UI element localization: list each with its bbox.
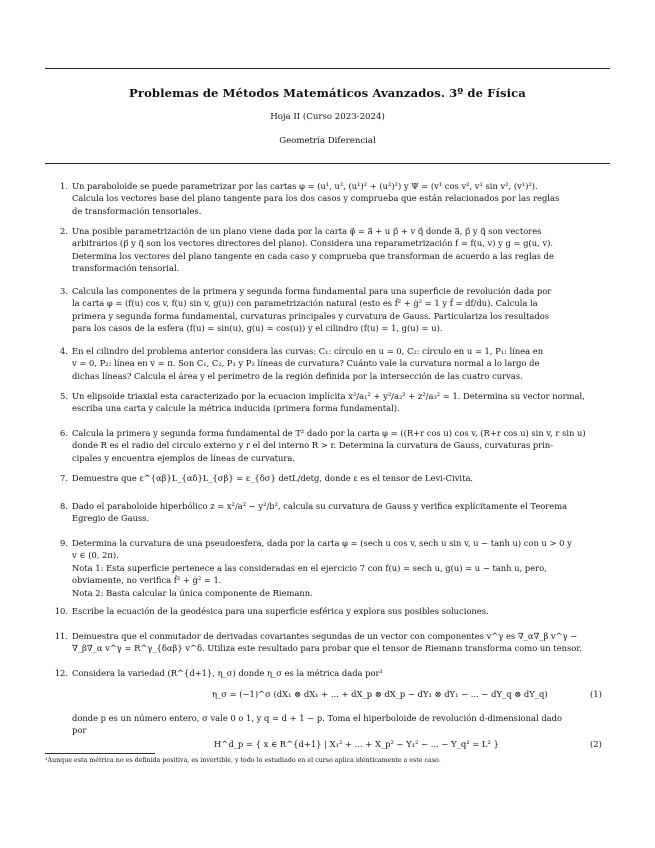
footnote: ¹Aunque esta métrica no es definida positiva, es invertible, y todo lo estudiado en el curso aplica idénticamente a este caso.: [45, 757, 441, 764]
problem-6: [60, 427, 608, 464]
problem-text-line: Demuestra que ε^{αβ}L_{αδ}L_{σβ} = ε_{δσ} detL/detg, donde ε es el tensor de Levi-Civita.: [72, 473, 474, 483]
problem-text-line: cipales y encuentra ejemplos de líneas de curvatura.: [72, 452, 296, 463]
problem-number: 1.: [60, 181, 68, 191]
problem-text-line: Determina los vectores del plano tangente en cada caso y comprueba que transforman de acuerdo a las reglas de: [72, 250, 554, 261]
problem-text-line: Egregio de Gauss.: [72, 513, 150, 524]
problem-3: [60, 285, 608, 335]
problem-number: 7.: [60, 473, 68, 483]
problem-number: 11.: [54, 631, 68, 641]
problem-text-line: Calcula la primera y segunda forma fundamental de T² dado por la carta φ = ((R+r cos u) cos v, (R+r cos u) sin v, r sin u): [72, 428, 586, 438]
footnote-rule: [45, 753, 155, 754]
problem-number: 12.: [54, 668, 68, 678]
problem-text-line: dichas líneas? Calcula el área y el perímetro de la región definida por la intersección de las cuatro curvas.: [72, 370, 523, 381]
problem-number: 3.: [60, 286, 68, 296]
equation-2: H^d_p = { x ∈ R^{d+1} | X₁² + ... + X_p² − Y₁² − ... − Y_q² = L² }: [214, 739, 499, 749]
problem-number: 9.: [60, 538, 68, 548]
problem-text-line: Considera la variedad (R^{d+1}, η_σ) donde η_σ es la métrica dada por¹: [72, 668, 383, 678]
problem-7: [60, 472, 608, 484]
problem-text-line: Dado el paraboloide hiperbólico z = x²/a² − y²/b², calcula su curvatura de Gauss y verifica explícitamente el Teorema: [72, 501, 568, 511]
problem-text-line: transformación tensorial.: [72, 263, 180, 274]
problem-2: [60, 225, 608, 275]
page-title: Problemas de Métodos Matemáticos Avanzados. 3º de Física: [129, 86, 526, 100]
problem-text-line: Nota 1: Esta superficie pertenece a las consideradas en el ejercicio 7 con f(u) = sech u, g(u) = u − tanh u, pero,: [72, 562, 547, 573]
problem-text-line: Calcula las componentes de la primera y segunda forma fundamental para una superficie de revolución dada por: [72, 286, 552, 296]
problem-text-line: escriba una carta y calcule la métrica inducida (primera forma fundamental).: [72, 403, 400, 414]
problem-text-line: arbitrarios (p⃗ y q⃗ son los vectores directores del plano). Considera una reparametrización f = f(u, v) y g = g(u, v).: [72, 238, 554, 249]
problem-text-line: Demuestra que el conmutador de derivadas covariantes segundas de un vector con componentes v^γ es ∇_α∇_β v^γ −: [72, 631, 578, 641]
problem-text-line: Escribe la ecuación de la geodésica para una superficie esférica y explora sus posibles soluciones.: [72, 606, 489, 616]
problem-11: [54, 630, 608, 655]
problem-text-line: Calcula los vectores base del plano tangente para los dos casos y comprueba que están relacionados por las reglas: [72, 193, 560, 204]
problem-9: [60, 537, 608, 599]
problem-text-line: Determina la curvatura de una pseudoesfera, dada por la carta φ = (sech u cos v, sech u sin v, u − tanh u) con u > 0 y: [72, 538, 572, 548]
problem-text-line: Una posible parametrización de un plano viene dada por la carta φ⃗ = a⃗ + u p⃗ + v q⃗ donde a⃗, p⃗ y q⃗ son vectores: [72, 226, 542, 236]
problem-text-line: v ∈ (0, 2π).: [72, 550, 119, 561]
problem-text-line: para los casos de la esfera (f(u) = sin(u), g(u) = cos(u)) y el cilindro (f(u) = 1, g(u) = u).: [72, 323, 443, 334]
header-bottom-rule: [45, 163, 610, 164]
problem-8: [60, 500, 608, 525]
problem-text-line: Un elipsoide triaxial esta caracterizado por la ecuacion implícita x²/a₁² + y²/a₂² + z²/a₃² = 1. Determina su vector normal,: [72, 391, 585, 401]
text-line: donde p es un número entero, σ vale 0 o 1, y q = d + 1 − p. Toma el hiperboloide de revolución d-dimensional dado: [72, 713, 562, 723]
topic-subtitle: Geometría Diferencial: [279, 136, 376, 146]
equation-1-number: (1): [590, 689, 602, 699]
problem-number: 2.: [60, 226, 68, 236]
problem-text-line: primera y segunda forma fundamental, curvaturas principales y curvatura de Gauss. Particulariza los resultados: [72, 310, 550, 321]
problem-number: 4.: [60, 346, 68, 356]
problem-text-line: Nota 2: Basta calcular la única componente de Riemann.: [72, 587, 313, 598]
problem-text-line: la carta φ = (f(u) cos v, f(u) sin v, g(u)) con parametrización natural (esto es ḟ² + ġ² = 1 y ḟ = df/du). Calcula la: [72, 298, 538, 309]
problem-text-line: Un paraboloide se puede parametrizar por las cartas φ = (u¹, u², (u¹)² + (u²)²) y Ψ = (v¹ cos v², v¹ sin v², (v¹)²).: [72, 181, 538, 191]
equation-1: η_σ = (−1)^σ (dX₁ ⊗ dX₁ + ... + dX_p ⊗ dX_p − dY₁ ⊗ dY₁ − ... − dY_q ⊗ dY_q): [212, 689, 548, 699]
problem-number: 6.: [60, 428, 68, 438]
problem-10: [54, 605, 608, 617]
problem-number: 8.: [60, 501, 68, 511]
text-line: por: [72, 725, 87, 736]
equation-2-number: (2): [590, 739, 602, 749]
problem-5: [60, 390, 608, 415]
top-rule: [45, 68, 610, 69]
sheet-subtitle: Hoja II (Curso 2023-2024): [270, 112, 385, 122]
problem-text-line: ∇_β∇_α v^γ = R^γ_{δαβ} v^δ. Utiliza este resultado para probar que el tensor de Riemann transforma como un tensor.: [72, 643, 582, 654]
problem-text-line: v = 0, P₂: línea en v = π. Son C₁, C₂, P₁ y P₂ líneas de curvatura? Cuánto vale la curvatura normal a lo largo de: [72, 358, 540, 369]
problem-text-line: de transformación tensoriales.: [72, 205, 202, 216]
problem-12-continuation: [72, 712, 608, 737]
problem-text-line: obviamente, no verifica ḟ² + ġ² = 1.: [72, 575, 222, 586]
problem-number: 10.: [54, 606, 68, 616]
problem-1: [60, 180, 608, 217]
problem-12: [54, 667, 608, 679]
problem-text-line: En el cilindro del problema anterior considera las curvas: C₁: círculo en u = 0, C₂: círculo en u = 1, P₁: línea en: [72, 346, 544, 356]
problem-number: 5.: [60, 391, 68, 401]
problem-text-line: donde R es el radio del circulo externo y r el del interno R > r. Determina la curvatura de Gauss, curvaturas prin-: [72, 440, 554, 451]
problem-4: [60, 345, 608, 382]
